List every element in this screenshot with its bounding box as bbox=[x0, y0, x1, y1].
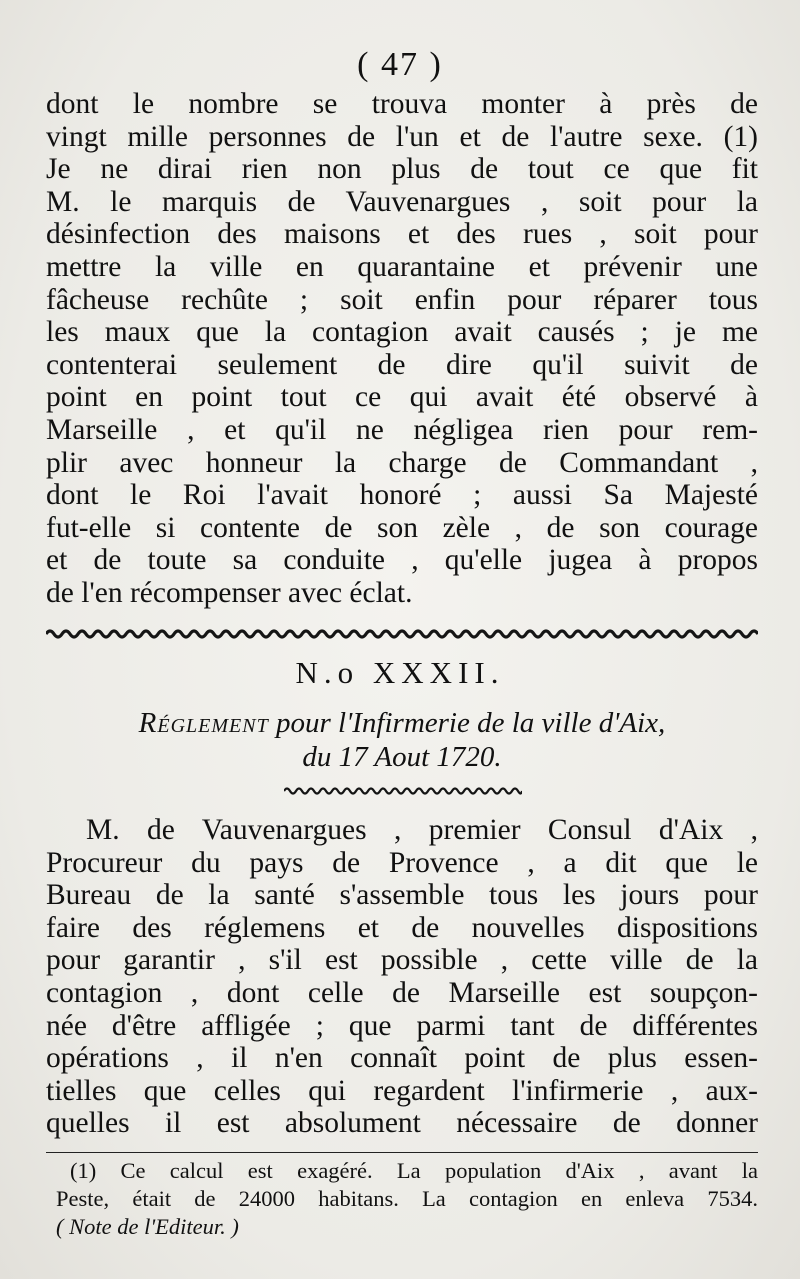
text-line: M. de Vauvenargues , premier Consul d'Aix , bbox=[86, 814, 758, 846]
text-line: dont le nombre se trouva monter à près de bbox=[46, 88, 758, 120]
heading-line-1 bbox=[44, 706, 760, 740]
text-line: dont le Roi l'avait honoré ; aussi Sa Majesté bbox=[46, 479, 758, 512]
paragraph-2 bbox=[46, 814, 758, 1140]
text-line: faire des réglemens et de nouvelles dispositions bbox=[46, 911, 758, 944]
footnote-divider bbox=[46, 1152, 758, 1153]
text-line: Je ne dirai rien non plus de tout ce que fit bbox=[46, 153, 758, 186]
paragraph-1 bbox=[46, 88, 758, 610]
text-line: de l'en récompenser avec éclat. bbox=[46, 576, 413, 609]
text-line: vingt mille personnes de l'un et de l'autre sexe. (1) bbox=[46, 120, 758, 153]
page-number: ( 47 ) bbox=[357, 46, 443, 83]
text-line: Bureau de la santé s'assemble tous les jours pour bbox=[46, 879, 758, 912]
text-line: plir avec honneur la charge de Commandant , bbox=[46, 446, 758, 479]
small-wavy-separator-ornament bbox=[284, 786, 522, 796]
text-line: tielles que celles qui regardent l'infirmerie , aux- bbox=[46, 1074, 758, 1107]
heading-line-2: du 17 Aout 1720. bbox=[302, 741, 502, 773]
text-line: Marseille , et qu'il ne négligea rien pour rem- bbox=[46, 413, 758, 446]
text-line: contenterai seulement de dire qu'il suivit de bbox=[46, 348, 758, 381]
text-line: Procureur du pays de Provence , a dit que le bbox=[46, 846, 758, 879]
text-line: fâcheuse rechûte ; soit enfin pour réparer tous bbox=[46, 283, 758, 316]
wavy-separator-ornament bbox=[46, 626, 758, 642]
text-line: née d'être affligée ; que parmi tant de différentes bbox=[46, 1009, 758, 1042]
text-line: opérations , il n'en connaît point de plus essen- bbox=[46, 1042, 758, 1075]
heading-lead-word: Réglement bbox=[138, 707, 269, 739]
text-line: et de toute sa conduite , qu'elle jugea à propos bbox=[46, 544, 758, 577]
footnote-line: Peste, était de 24000 habitans. La contagion en enleva 7534. bbox=[56, 1186, 758, 1211]
text-line: pour garantir , s'il est possible , cette ville de la bbox=[46, 944, 758, 977]
footnote bbox=[56, 1157, 758, 1241]
footnote-signature: ( Note de l'Editeur. ) bbox=[56, 1214, 239, 1239]
footnote-line: (1) Ce calcul est exagéré. La population d'Aix , avant la bbox=[70, 1158, 758, 1183]
text-line: les maux que la contagion avait causés ; je me bbox=[46, 316, 758, 349]
text-line: désinfection des maisons et des rues , soit pour bbox=[46, 218, 758, 251]
text-line: quelles il est absolument nécessaire de donner bbox=[46, 1107, 758, 1140]
heading-line-1-text: pour l'Infirmerie de la ville d'Aix, bbox=[268, 707, 666, 739]
section-heading bbox=[44, 706, 760, 774]
text-line: mettre la ville en quarantaine et prévenir une bbox=[46, 250, 758, 283]
text-line: contagion , dont celle de Marseille est soupçon- bbox=[46, 976, 758, 1009]
text-line: point en point tout ce qui avait été observé à bbox=[46, 381, 758, 414]
text-line: M. le marquis de Vauvenargues , soit pour la bbox=[46, 185, 758, 218]
text-line: fut-elle si contente de son zèle , de son courage bbox=[46, 511, 758, 544]
section-number: N.o XXXII. bbox=[295, 655, 505, 690]
